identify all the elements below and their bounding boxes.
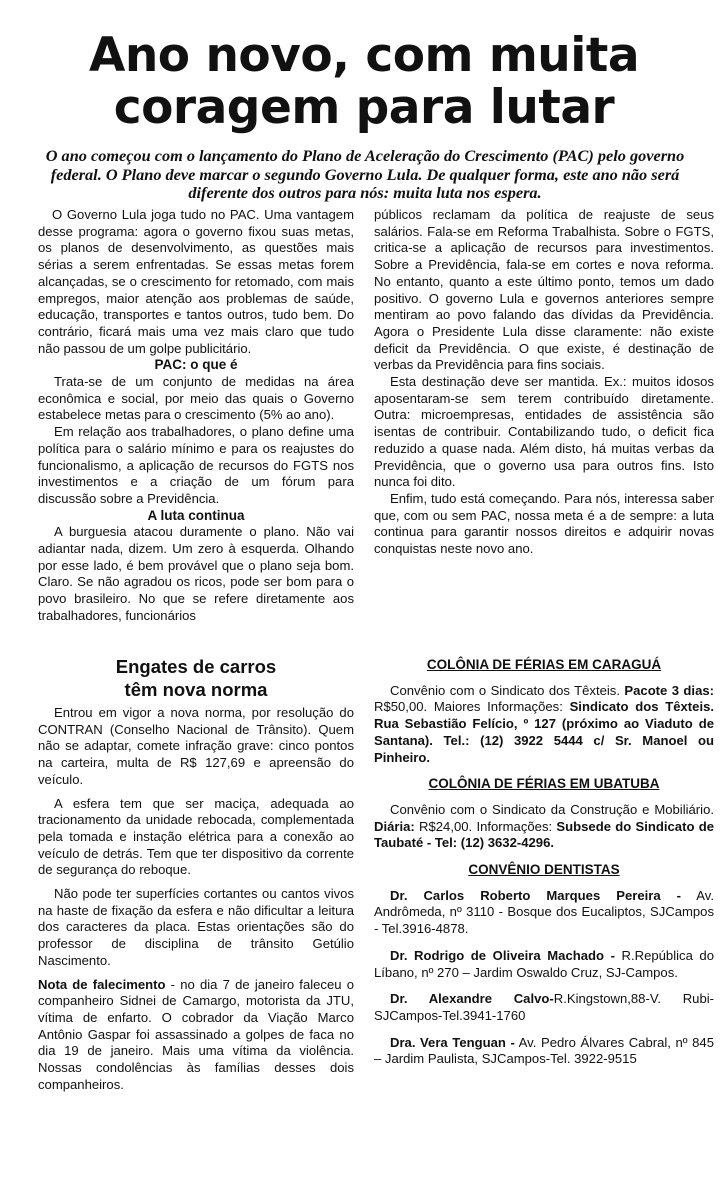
caragua-section xyxy=(374,657,714,766)
ubatuba-contact: Subsede do Sindicato de Taubaté - Tel: (12) 3632-4296. xyxy=(374,818,714,851)
article-column-right xyxy=(374,207,714,558)
article-paragraph: O Governo Lula joga tudo no PAC. Uma vantagem desse programa: agora o governo fixou suas metas, os planos de desenvolvimento, as questões mais sérias a serem enfrentadas. Se essas metas forem alcançadas, se o crescimento for retomado, com mais empregos, maior atenção aos problemas de saúde, educação, transportes e tantos outros, tudo bem. Do contrário, ficará mais uma vez mais claro que tudo não passou de um golpe publicitário. xyxy=(38,207,354,356)
subheadline: O ano começou com o lançamento do Plano de Aceleração do Crescimento (PAC) pelo governo federal. O Plano deve marcar o segundo Governo Lula. De qualquer forma, este ano não será diferente dos outros para nós: muita luta nos espera. xyxy=(45,146,685,202)
article-paragraph: A burguesia atacou duramente o plano. Não vai adiantar nada, dizem. Um zero à esquerda. Olhando por esse lado, é bem provável que o plano seja bom. Claro. Se não agradou os ricos, pode ser bom para o povo brasileiro. No que se refere diretamente aos trabalhadores, funcionários xyxy=(38,524,354,623)
article-paragraph: Entrou em vigor a nova norma, por resolução do CONTRAN (Conselho Nacional de Trânsito). Quem não se adaptar, comete infração grave: cinco pontos na carteira, multa de R$ 127,69 e apreensão do veículo. xyxy=(38,705,354,787)
dentist-info: R.Kingstown,88-V. Rubi-SJCampos-Tel.3941-1760 xyxy=(374,991,714,1023)
article-paragraph: Não pode ter superfícies cortantes ou cantos vivos na haste de fixação da esfera e não dificultar a leitura dos caracteres da placa. Estas orientações são do professor de disciplina de trânsito Getúlio Nascimento. xyxy=(38,886,354,968)
engates-title-line2: têm nova norma xyxy=(124,679,268,700)
dentist-entry xyxy=(374,948,714,981)
ubatuba-heading: COLÔNIA DE FÉRIAS EM UBATUBA xyxy=(428,776,660,792)
article-paragraph: A esfera tem que ser maciça, adequada ao tracionamento da unidade rebocada, complementada pela tomada e instação elétrica para a conexão ao veículo de detrás. Tem que ter dispositivo da corrente de segurança do reboque. xyxy=(38,795,354,878)
engates-title-line1: Engates de carros xyxy=(115,656,277,677)
caragua-contact: Sindicato dos Têxteis. Rua Sebastião Felício, º 127 (próximo ao Viaduto de Santana). Tel.: (12) 3922 5444 c/ Sr. Manoel ou Pinheiro. xyxy=(374,699,714,765)
ubatuba-section xyxy=(374,776,714,852)
dentist-info: R.República do Líbano, nº 270 – Jardim Oswaldo Cruz, SJ-Campos. xyxy=(374,947,714,980)
dentist-name: Dra. Vera Tenguan - xyxy=(390,1034,515,1050)
obituary-notice xyxy=(38,977,354,1094)
ubatuba-daily: Diária: xyxy=(374,818,415,834)
caragua-heading: COLÔNIA DE FÉRIAS EM CARAGUÁ xyxy=(426,657,662,672)
caragua-text-1: Convênio com o Sindicato dos Têxteis. xyxy=(390,682,625,698)
caragua-text xyxy=(374,683,714,767)
article-paragraph: Enfim, tudo está começando. Para nós, interessa saber que, com ou sem PAC, nossa meta é a de sempre: a luta continua para garantir nossos direitos e adquirir novas conquistas neste novo ano. xyxy=(374,490,714,557)
dentistas-section xyxy=(374,862,714,1068)
dentist-entry xyxy=(374,888,714,938)
ubatuba-text-2: R$24,00. Informações: xyxy=(414,818,557,834)
section-heading-luta: A luta continua xyxy=(147,507,245,523)
ubatuba-text xyxy=(374,802,714,852)
article-paragraph: Em relação aos trabalhadores, o plano define uma política para o salário mínimo e para os reajustes do funcionalismo, a aplicação de recursos do FGTS nos investimentos e a criação de um fórum para discussão sobre a Previdência. xyxy=(38,424,354,506)
article-column-left xyxy=(38,207,354,625)
engates-title xyxy=(38,655,354,701)
dentist-name: Dr. Rodrigo de Oliveira Machado - xyxy=(390,947,615,963)
dentist-info: Av. Pedro Álvares Cabral, nº 845 – Jardim Paulista, SJCampos-Tel. 3922-9515 xyxy=(374,1034,714,1067)
article-paragraph: Esta destinação deve ser mantida. Ex.: muitos idosos aposentaram-se sem terem contribuído diretamente. Outra: microempresas, entidades de assistência são isentas de contribuir. Contabilizando tudo, o deficit fica reduzido a quase nada. Além disto, há muitas verbas da Previdência, que o governo usa para outros fins. Isto nunca foi dito. xyxy=(374,374,714,490)
dentistas-heading: CONVÊNIO DENTISTAS xyxy=(468,862,620,878)
obituary-text: - no dia 7 de janeiro faleceu o companheiro Sidnei de Camargo, motorista da JTU, vítima de enfarto. O cobrador da Viação Marco Antônio Gaspar foi assassinado a golpes de faca no dia 19 de janeiro. Mais uma vítima da violência. Nossas condolências às famílias desses dois companheiros. xyxy=(38,976,354,1092)
engates-article xyxy=(38,655,354,1100)
caragua-package: Pacote 3 dias: xyxy=(624,682,714,698)
dentist-name: Dr. Carlos Roberto Marques Pereira - xyxy=(390,887,682,903)
ubatuba-text-1: Convênio com o Sindicato da Construção e Mobiliário. xyxy=(390,801,714,817)
section-heading-pac: PAC: o que é xyxy=(154,357,238,373)
headline: Ano novo, com muita coragem para lutar xyxy=(88,28,640,135)
dentist-name: Dr. Alexandre Calvo- xyxy=(390,991,554,1007)
caragua-text-2: R$50,00. Maiores Informações: xyxy=(374,699,570,715)
dentist-info: Av. Andrômeda, nº 3110 - Bosque dos Eucaliptos, SJCampos - Tel.3916-4878. xyxy=(374,887,714,937)
sidebar-column xyxy=(374,655,714,1078)
dentist-entry xyxy=(374,991,714,1024)
obituary-label: Nota de falecimento xyxy=(38,976,166,992)
dentist-entry xyxy=(374,1035,714,1068)
article-paragraph: públicos reclamam da política de reajuste de seus salários. Fala-se em Reforma Trabalhista. Sobre o FGTS, critica-se a aplicação de recursos para investimentos. Sobre a Previdência, fala-se em cortes e nova reforma. No entanto, quanto a este último ponto, temos um dado positivo. O governo Lula e governos anteriores sempre mentiram ao povo falando das dívidas da Previdência. Agora o Presidente Lula disse claramente: não existe deficit da Previdência. O que existe, é destinação de verbas da Previdência para fins sociais. xyxy=(374,207,714,373)
article-paragraph: Trata-se de um conjunto de medidas na área econômica e social, por meio das quais o Governo estabelece metas para o crescimento (5% ao ano). xyxy=(38,374,354,423)
